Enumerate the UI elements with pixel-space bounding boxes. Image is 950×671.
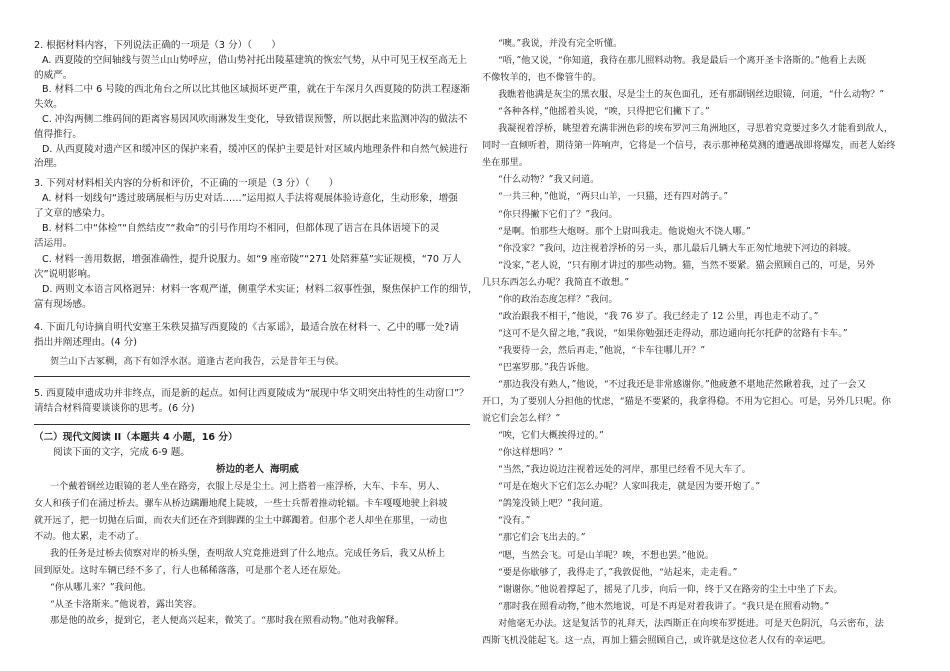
story-line: 同时一直倾听着，期待第一阵响声，它将是一个信号，表示那神秘莫测的遭遇战即将爆发，而老人始终	[482, 140, 896, 152]
story-line: “谢谢你。”他说着撑起了，摇晃了几步，向后一仰，终于又在路旁的尘土中坐了下去。	[498, 583, 843, 595]
story-line: “你这样想吗？”	[498, 447, 563, 459]
story-line: “是啊。怕那些大炮呀。那个上尉叫我走。他说炮火不饶人哪。”	[498, 225, 751, 237]
story-line: 对他毫无办法。这是复活节的礼拜天，法西斯正在向埃布罗挺进。可是天色阴沉，乌云密布，法	[498, 617, 884, 629]
question-line: 富有现场感。	[34, 298, 92, 310]
question-line: D. 两则文本语言风格迥异：材料一客观严谨，侧重学术实证；材料二叙事性强，聚焦保护工作的细节，	[42, 283, 478, 295]
story-line: 开口，为了要别人分担他的忧虑，“猫是不要紧的，我拿得稳。不用为它担心。可是，另外几只呢。你	[482, 396, 891, 408]
story-line: 女人和孩子们在涌过桥去。骡车从桥边蹒跚地爬上陡坡，一些士兵帮着推动轮辐。卡车嘎嘎地驶上斜坡	[34, 497, 448, 509]
story-line: 几只东西怎么办呢？我简直不敢想。”	[482, 276, 630, 288]
story-line: “政治跟我不相干，”他说，“我 76 岁了。我已经走了 12 公里，再也走不动了。”	[498, 310, 819, 322]
story-line: “噢。”我说，并没有完全听懂。	[498, 38, 623, 49]
story-line: “我要待一会，然后再走，”他说，“卡车往哪儿开？”	[498, 344, 706, 356]
story-line: 西斯飞机没能起飞。这一点，再加上猫会照顾自己，或许就是这位老人仅有的幸运吧。	[482, 634, 832, 646]
story-line: 就开远了，把一切抛在后面，而农夫们还在齐到脚踝的尘土中踯躅着。但那个老人却坐在那里，一动也	[34, 514, 448, 526]
story-line: “嗯，当然会飞。可是山羊呢？唉，不想也罢。”他说。	[498, 549, 715, 561]
question-line: 的威严。	[34, 69, 73, 81]
story-line: 我的任务是过桥去侦察对岸的桥头堡，查明敌人究竟推进到了什么地点。完成任务后，我又从桥上	[50, 548, 446, 560]
story-line: 坐在那里。	[482, 157, 528, 169]
story-line: “巴塞罗那。”我告诉他。	[498, 361, 595, 373]
story-line: 那是他的故乡，提到它，老人便高兴起来，微笑了。“那时我在照看动物。”他对我解释。	[50, 615, 404, 627]
story-line: 我瞧着他满是灰尘的黑衣服、尽是尘土的灰色面孔，还有那副钢丝边眼镜，问道，“什么动物？”	[498, 89, 885, 101]
story-line: “你的政治态度怎样？”我问。	[498, 293, 618, 305]
story-line: “这可不是久留之地，”我说，“如果你勉强还走得动，那边通向托尔托萨的岔路有卡车。”	[498, 327, 848, 339]
story-line: 说它们会怎么样？”	[482, 413, 561, 425]
poem-quote: 贺兰山下古冢稠，高下有如浮水沤。道逢古老向我告，云是昔年王与侯。	[50, 356, 344, 367]
story-line: 回到原处。这时车辆已经不多了，行人也稀稀落落，可是那个老人还在原处。	[34, 565, 347, 576]
story-line: “各种各样，”他摇着头说，“唉，只得把它们撇下了。”	[498, 106, 710, 118]
story-line: “没有。”	[498, 515, 531, 527]
question-line: C. 材料一善用数据，增强准确性，提升说服力。如“9 座帝陵”“271 处陪葬墓”实证规模，“70 万人	[42, 253, 462, 265]
story-title: 桥边的老人	[216, 464, 264, 475]
question-line: 2. 根据材料内容，下列说法正确的一项是（3 分）（ ）	[34, 40, 281, 51]
story-author: 海明威	[270, 464, 299, 475]
section-title: （二）现代文阅读 II（本题共 4 小题，16 分）	[34, 432, 238, 443]
story-line: “当然，”我边说边注视着远处的河岸，那里已经看不见大车了。	[498, 464, 751, 476]
story-line: 不像牧羊的，也不像管牛的。	[482, 72, 602, 84]
answer-line	[34, 376, 470, 377]
question-line: 值得推行。	[34, 128, 82, 140]
question-line: B. 材料二中 6 号陵的西北角台之所以比其他区域损坏更严重，就在于车深月久西夏陵的防洪工程逐渐	[42, 84, 470, 96]
story-line: “那时我在照看动物，”他木然地说，可是不再是对着我讲了。“我只是在照看动物。”	[498, 600, 830, 612]
story-line: “一共三种，”他说，“两只山羊，一只猫，还有四对鸽子。”	[498, 191, 729, 203]
question-line: 治理。	[34, 158, 63, 170]
story-line: “从圣卡洛斯来。”他说着，露出笑容。	[50, 598, 202, 610]
question-line: A. 西夏陵的空间轴线与贺兰山山势呼应，借山势衬托出陵墓建筑的恢宏气势，从中可见王权至高无上	[42, 54, 468, 66]
story-line: 一个戴着钢丝边眼镜的老人坐在路旁，衣服上尽是尘土。河上搭着一座浮桥，大车、卡车、男人、	[50, 481, 446, 492]
story-line: “你没家？”我问，边注视着浮桥的另一头，那儿最后几辆大车正匆忙地驶下河边的斜坡。	[498, 242, 857, 254]
story-line: “唔，”他又说，“你知道，我待在那儿照料动物。我是最后一个离开圣卡洛斯的。”他看上去既	[498, 55, 866, 67]
story-line: “可是在炮火下它们怎么办呢？人家叫我走，就是因为要开炮了。”	[498, 481, 761, 493]
question-line: 5. 西夏陵申遗成功并非终点，而是新的起点。如何让西夏陵成为“展现中华文明突出特性的生动窗口”？	[34, 388, 469, 399]
question-line: C. 冲沟两侧二维码间的距离容易因风吹雨淋发生变化，导致错误预警，所以据此来监测冲沟的做法不	[42, 114, 468, 125]
section-instruction: 阅读下面的文字，完成 6-9 题。	[53, 447, 190, 458]
section-divider	[34, 424, 470, 425]
question-line: 3. 下列对材料相关内容的分析和评价，不正确的一项是（3 分）（ ）	[34, 178, 339, 189]
story-line: “你从哪儿来？”我问他。	[50, 581, 152, 593]
question-line: 活运用。	[34, 238, 73, 250]
question-line: B. 材料二中“体检”“自然结皮”“救命”的引号作用均不相同，但都体现了语言在具体语境下的灵	[42, 223, 440, 235]
question-line: 失效。	[34, 99, 63, 111]
story-line: “你只得撇下它们了？”我问。	[498, 208, 618, 220]
story-line: “那它们会飞出去的。”	[498, 532, 586, 544]
story-line: “那边我没有熟人，”他说，“不过我还是非常感谢你。”他疲惫不堪地茫然瞅着我，过了一会又	[498, 379, 866, 390]
story-line: “什么动物？”我又问道。	[498, 174, 600, 186]
story-line: 我凝视着浮桥，眺望着充满非洲色彩的埃布罗河三角洲地区，寻思着究竟要过多久才能看到敌人，	[498, 123, 894, 135]
story-line: 不动。他太累，走不动了。	[34, 531, 145, 543]
question-line: 指出并阐述理由。(4 分)	[34, 336, 137, 348]
question-line: 4. 下面几句诗摘自明代安塞王朱秩炅描写西夏陵的《古冢谣》，最适合放在材料一、乙中的哪一处?请	[34, 322, 460, 333]
question-line: 次”说明影响。	[34, 268, 97, 280]
question-line: 请结合材料简要谈谈你的思考。(6 分)	[34, 403, 195, 414]
question-line: A. 材料一划线句“透过玻璃展柜与历史对话……”运用拟人手法将观展体验诗意化，生动形象，增强	[42, 193, 458, 205]
question-line: D. 从西夏陵对遗产区和缓冲区的保护来看，缓冲区的保护主要是针对区域内地理条件和自然气候进行	[42, 143, 469, 155]
story-line: “没家，”老人说，“只有刚才讲过的那些动物。猫，当然不要紧。猫会照顾自己的，可是，另外	[498, 259, 875, 271]
story-line: “唉，它们大概挨得过的。”	[498, 430, 604, 442]
story-line: “要是你歇够了，我得走了，”我敦促他，“站起来，走走看。”	[498, 566, 738, 578]
story-line: “鸽笼没锁上吧？”我问道。	[498, 498, 609, 510]
question-line: 了文章的感染力。	[34, 208, 111, 220]
